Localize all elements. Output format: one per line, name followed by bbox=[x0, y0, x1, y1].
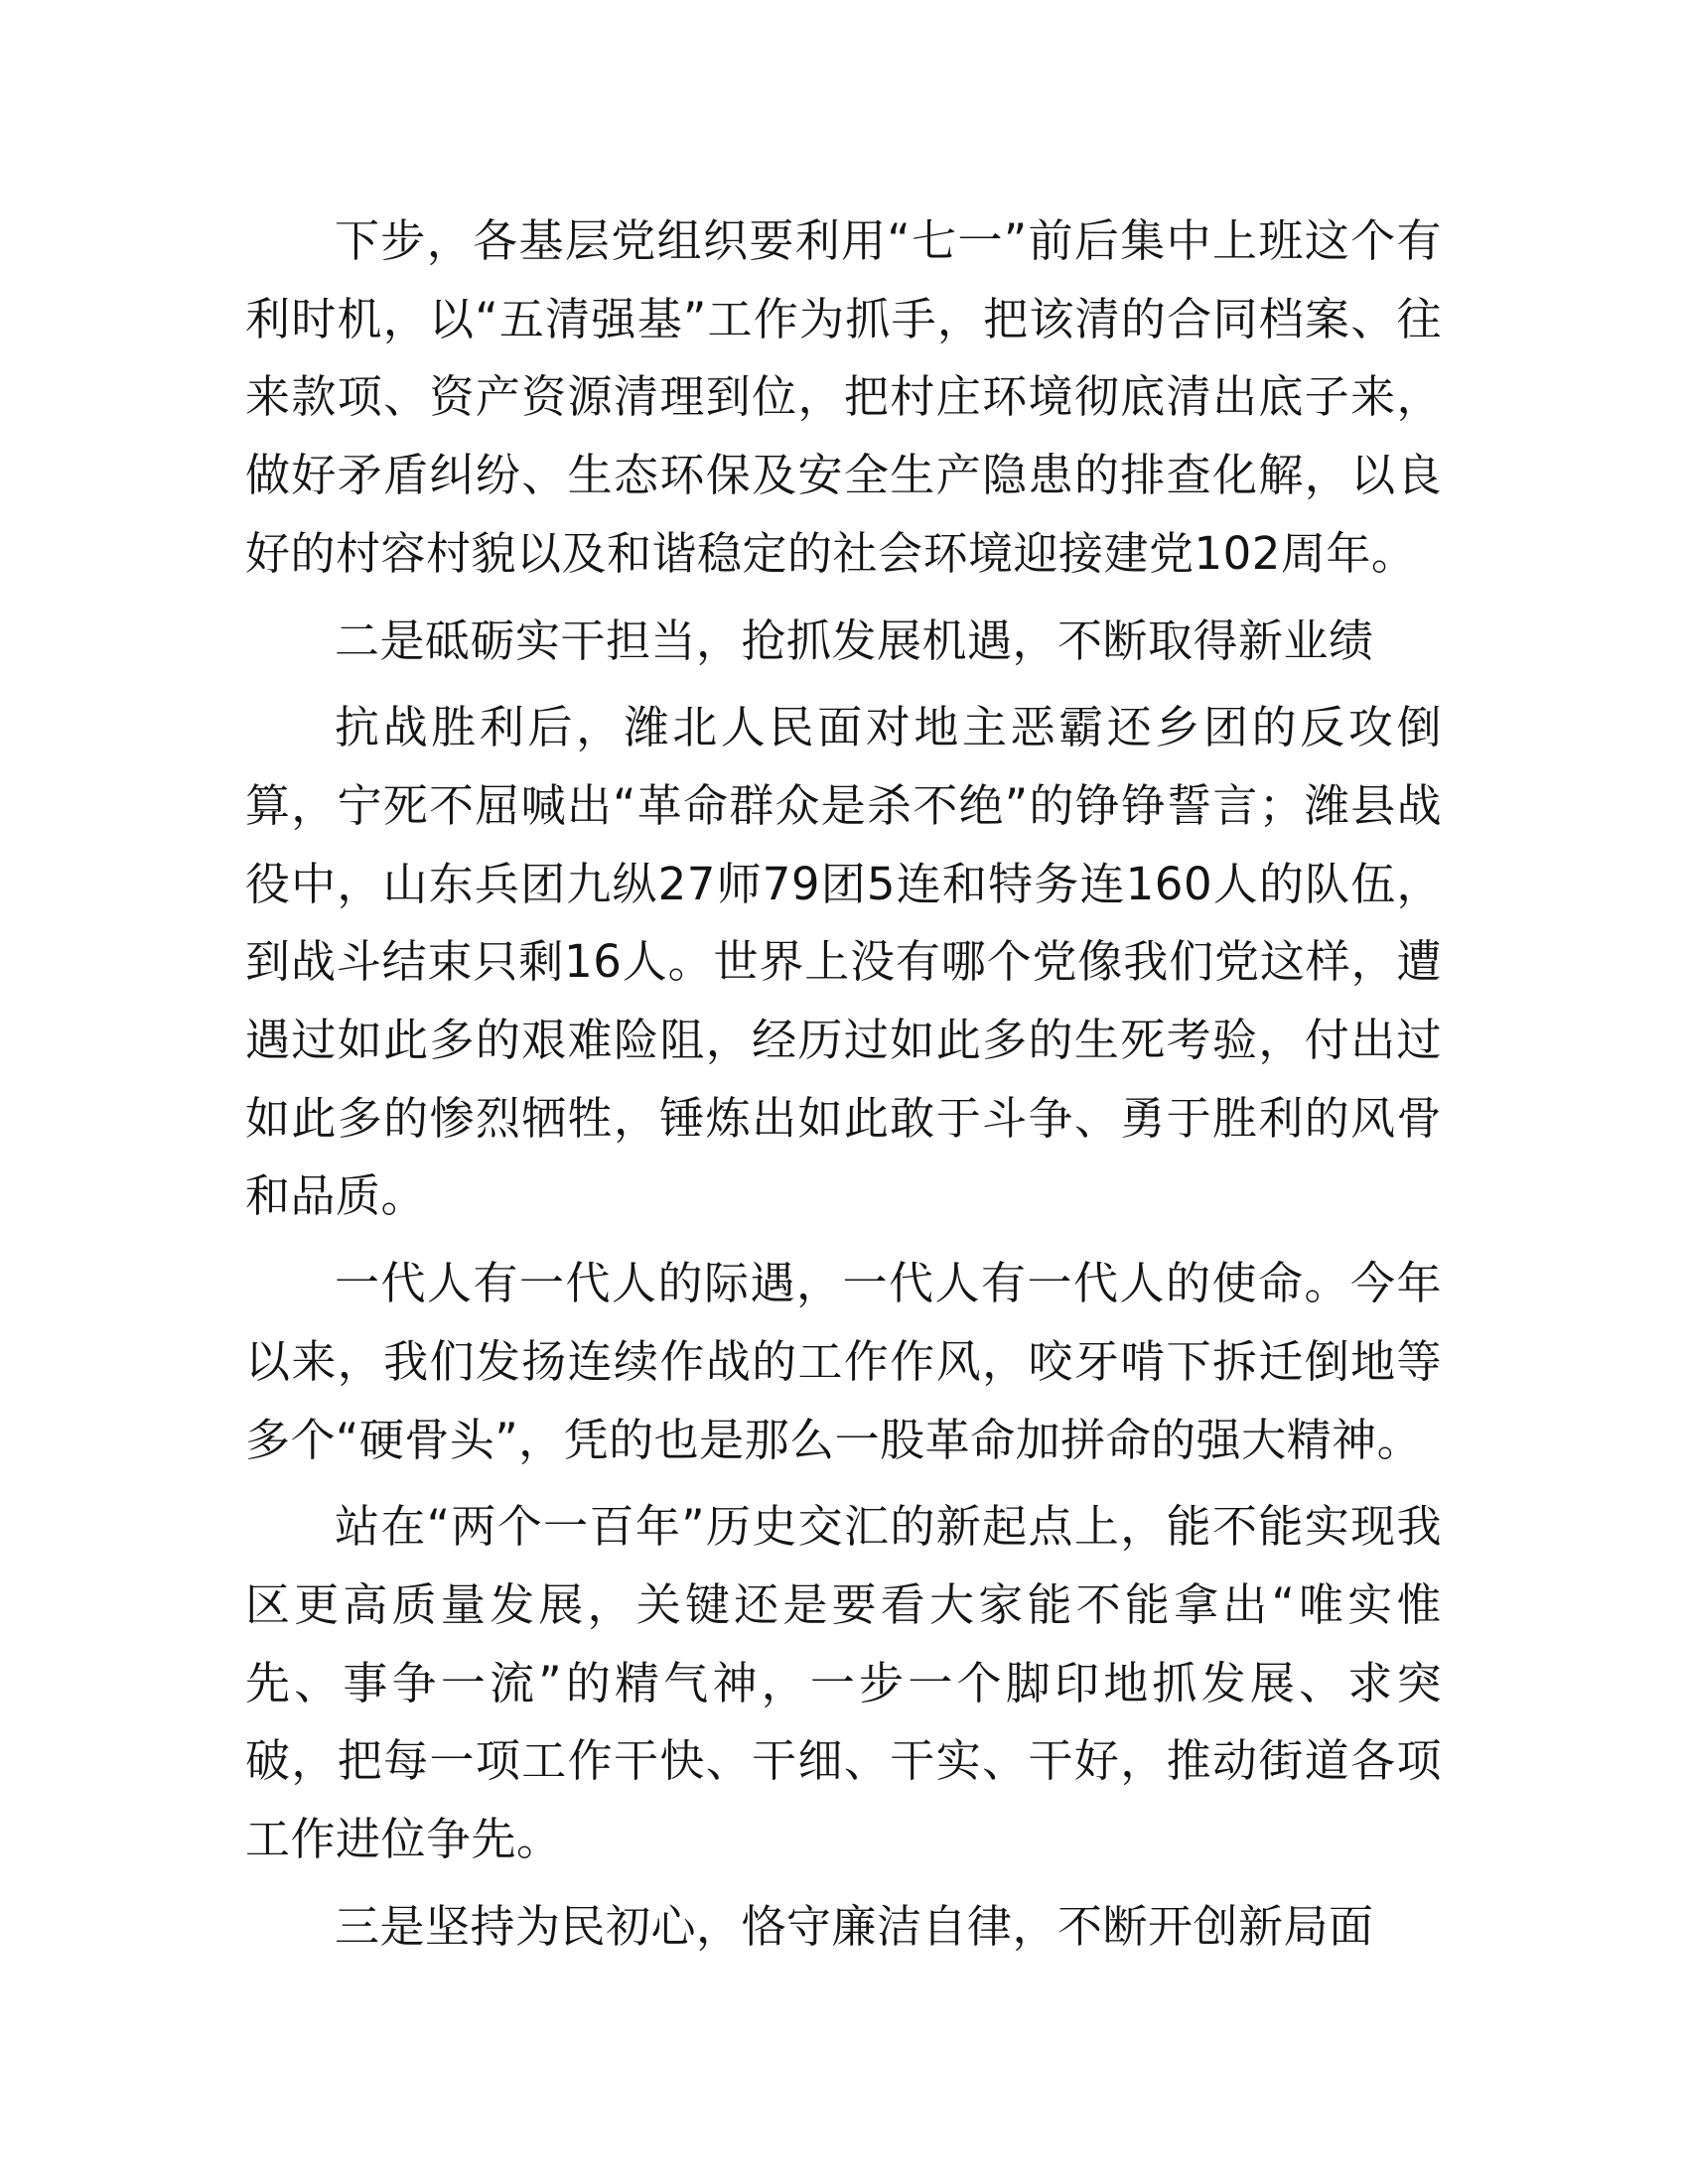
document-body bbox=[245, 203, 1442, 1975]
section-heading-two: 二是砥砺实干担当，抢抓发展机遇，不断取得新业绩 bbox=[335, 614, 1374, 667]
section-heading-three: 三是坚持为民初心，恪守廉洁自律，不断开创新局面 bbox=[335, 1899, 1374, 1953]
paragraph-work-deployment: 下步，各基层党组织要利用“七一”前后集中上班这个有利时机，以“五清强基”工作为抓手，把该清的合同档案、往来款项、资产资源清理到位，把村庄环境彻底清出底子来，做好矛盾纠纷、生态环保及安全生产隐患的排查化解，以良好的村容村貌以及和谐稳定的社会环境迎接建党102周年。 bbox=[245, 214, 1442, 580]
paragraph-war-history: 抗战胜利后，潍北人民面对地主恶霸还乡团的反攻倒算，宁死不屈喊出“革命群众是杀不绝”的铮铮誓言；潍县战役中，山东兵团九纵27师79团5连和特务连160人的队伍，到战斗结束只剩16人。世界上没有哪个党像我们党这样，遭遇过如此多的艰难险阻，经历过如此多的生死考验，付出过如此多的惨烈牺牲，锤炼出如此敢于斗争、勇于胜利的风骨和品质。 bbox=[245, 701, 1442, 1223]
paragraph-development-goals: 站在“两个一百年”历史交汇的新起点上，能不能实现我区更高质量发展，关键还是要看大家能不能拿出“唯实惟先、事争一流”的精气神，一步一个脚印地抓发展、求突破，把每一项工作干快、干细、干实、干好，推动街道各项工作进位争先。 bbox=[245, 1500, 1442, 1866]
paragraph-generation-mission: 一代人有一代人的际遇，一代人有一代人的使命。今年以来，我们发扬连续作战的工作作风，咬牙啃下拆迁倒地等多个“硬骨头”，凭的也是那么一股革命加拼命的强大精神。 bbox=[245, 1257, 1442, 1466]
